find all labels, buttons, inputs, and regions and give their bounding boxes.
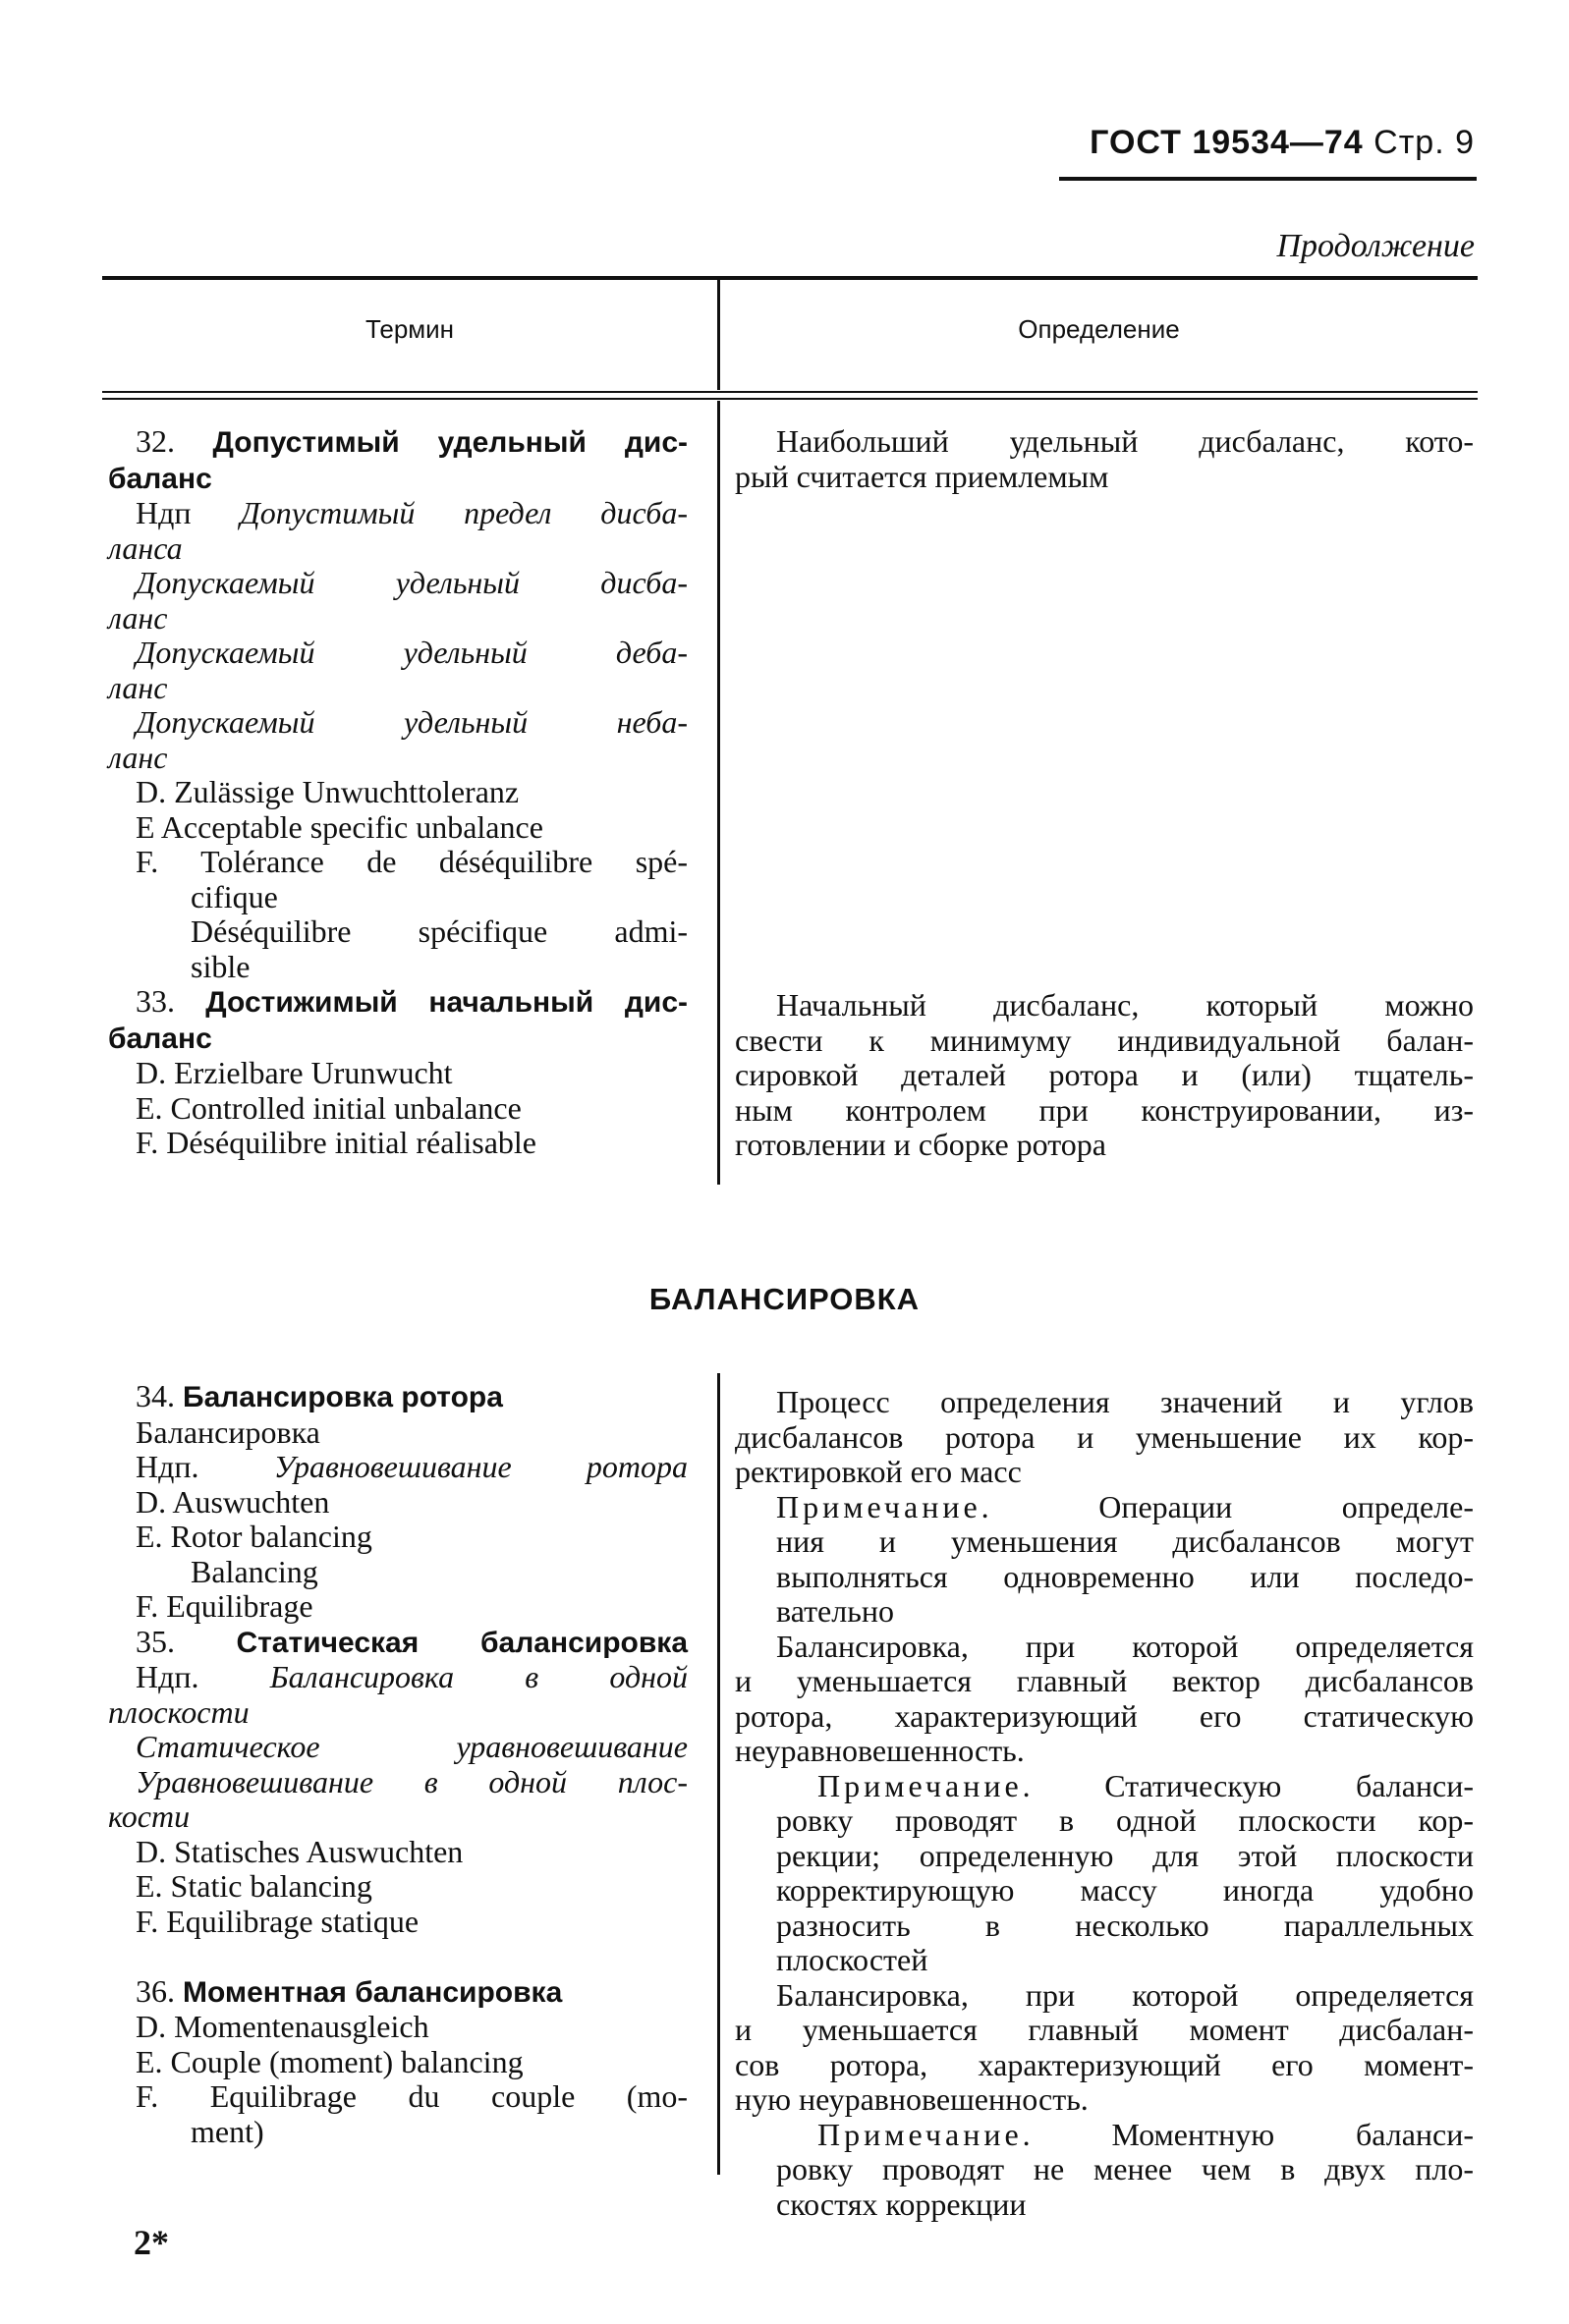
definition-line: сировкой деталей ротора и (или) тщатель- bbox=[735, 1057, 1474, 1092]
term-line: D. Zulässige Unwuchttoleranz bbox=[136, 774, 520, 809]
term-line: D. Auswuchten bbox=[136, 1483, 330, 1520]
column-header-term: Термин bbox=[364, 314, 455, 344]
table-top-rule bbox=[102, 276, 1478, 280]
column-divider-block1 bbox=[717, 401, 720, 1185]
definitions-block-2 bbox=[735, 1385, 1474, 2222]
term-35-title: Статическая балансировка bbox=[236, 1626, 689, 1659]
definition-line: рекции; определенную для этой плоскости bbox=[776, 1837, 1474, 1873]
term-32-title: Допустимый удельный дис- bbox=[212, 426, 689, 459]
definition-line: дисбалансов ротора и уменьшение их кор- bbox=[735, 1418, 1474, 1455]
term-line: кости bbox=[108, 1798, 191, 1834]
term-line: sible bbox=[191, 948, 251, 984]
term-line: Статическое уравновешивание bbox=[136, 1729, 688, 1764]
definition-line: разносить в несколько параллельных bbox=[776, 1907, 1474, 1943]
definition-line: ровку проводят в одной плоскости кор- bbox=[776, 1802, 1474, 1838]
terms-block-1 bbox=[108, 424, 688, 1161]
definition-line: ния и уменьшения дисбалансов могут bbox=[776, 1523, 1474, 1559]
definition-line: Наибольший удельный дисбаланс, кото- bbox=[776, 423, 1474, 459]
term-spacer bbox=[108, 1939, 688, 1974]
term-line bbox=[108, 1021, 688, 1057]
term-line bbox=[108, 461, 688, 497]
definition-line: скостях коррекции bbox=[776, 2186, 1027, 2222]
column-header-definition: Определение bbox=[1018, 314, 1180, 344]
terms-block-2 bbox=[108, 1379, 688, 2149]
term-line: 33. Достижимый начальный дис- bbox=[136, 983, 688, 1019]
term-line: D. Erzielbare Urunwucht bbox=[136, 1055, 453, 1090]
term-line: Ндп Допустимый предел дисба- bbox=[136, 495, 689, 530]
continuation-label: Продолжение bbox=[1276, 228, 1475, 264]
definition-line: неуравновешенность. bbox=[735, 1733, 1025, 1768]
term-line: Допускаемый удельный дисба- bbox=[136, 565, 688, 600]
term-line: Ндп. Уравновешивание ротора bbox=[136, 1449, 689, 1484]
term-line: Balancing bbox=[191, 1553, 318, 1589]
term-line: Уравновешивание в одной плос- bbox=[136, 1763, 688, 1799]
term-line: 36. Моментная балансировка bbox=[136, 1972, 563, 2009]
definition-line: ную неуравновешенность. bbox=[735, 2081, 1089, 2117]
column-divider-block2 bbox=[717, 1373, 720, 2175]
page-header bbox=[1090, 124, 1475, 162]
header-double-rule-bottom bbox=[102, 398, 1478, 400]
note-label: Примечание bbox=[817, 2116, 1023, 2152]
term-33-title: Достижимый начальный дис- bbox=[205, 986, 688, 1019]
term-line: 32. Допустимый удельный дис- bbox=[136, 423, 689, 459]
term-line: ment) bbox=[191, 2113, 264, 2149]
term-line: ланса bbox=[108, 529, 183, 566]
definition-line: ректировкой его масс bbox=[735, 1454, 1022, 1489]
definition-32 bbox=[735, 424, 1474, 494]
note-line: Примечание. Моментную баланси- bbox=[817, 2116, 1474, 2152]
term-32-title-cont: баланс bbox=[108, 462, 212, 495]
note-label: Примечание bbox=[817, 1767, 1023, 1803]
term-line: E. Couple (moment) balancing bbox=[136, 2043, 524, 2079]
section-title: БАЛАНСИРОВКА bbox=[648, 1282, 921, 1316]
definition-line: готовлении и сборке ротора bbox=[735, 1127, 1106, 1162]
definition-line: рый считается приемлемым bbox=[735, 458, 1109, 494]
term-line: ланс bbox=[108, 739, 168, 775]
term-line: плоскости bbox=[108, 1693, 250, 1730]
page-signature-mark: 2* bbox=[134, 2223, 169, 2262]
term-line: ланс bbox=[108, 669, 168, 705]
definition-line: Балансировка, при которой определяется bbox=[776, 1976, 1474, 2013]
term-line: D. Momentenausgleich bbox=[136, 2009, 429, 2044]
term-line: F. Tolérance de déséquilibre spé- bbox=[136, 844, 688, 879]
definition-line: ротора, характеризующий его статическую bbox=[735, 1697, 1474, 1734]
definition-line: корректирующую массу иногда удобно bbox=[776, 1872, 1474, 1908]
term-line: F. Equilibrage du couple (mo- bbox=[136, 2078, 688, 2114]
term-line: E. Static balancing bbox=[136, 1868, 372, 1904]
definition-line: и уменьшается главный момент дисбалан- bbox=[735, 2012, 1474, 2047]
term-line: F. Equilibrage bbox=[136, 1588, 313, 1624]
header-double-rule-top bbox=[102, 391, 1478, 393]
term-line: F. Déséquilibre initial réalisable bbox=[136, 1125, 536, 1160]
document-number: ГОСТ 19534—74 bbox=[1090, 124, 1364, 161]
term-line: Допускаемый удельный деба- bbox=[136, 635, 688, 670]
term-line: Допускаемый удельный неба- bbox=[136, 704, 688, 740]
term-36-title: Моментная балансировка bbox=[183, 1975, 563, 2009]
header-rule bbox=[1059, 177, 1477, 181]
note-line: Примечание. Статическую баланси- bbox=[817, 1767, 1474, 1803]
term-line: E. Rotor balancing bbox=[136, 1519, 372, 1554]
term-line: D. Statisches Auswuchten bbox=[136, 1833, 464, 1869]
term-34-title: Балансировка ротора bbox=[183, 1381, 503, 1413]
term-line: E Acceptable specific unbalance bbox=[136, 808, 543, 845]
term-line: E. Controlled initial unbalance bbox=[136, 1089, 522, 1126]
definition-line: выполняться одновременно или последо- bbox=[776, 1558, 1474, 1594]
note-line: Примечание. Операции определе- bbox=[776, 1488, 1474, 1524]
term-line: Déséquilibre spécifique admi- bbox=[191, 913, 688, 949]
term-33-title-cont: баланс bbox=[108, 1022, 212, 1055]
note-label: Примечание bbox=[776, 1488, 981, 1524]
term-line: 35. Статическая балансировка bbox=[136, 1623, 689, 1659]
term-line: Балансировка bbox=[136, 1413, 320, 1450]
definition-line: Начальный дисбаланс, который можно bbox=[776, 987, 1474, 1023]
definition-line: вательно bbox=[776, 1593, 894, 1629]
term-line: F. Equilibrage statique bbox=[136, 1903, 420, 1939]
term-line: 34. Балансировка ротора bbox=[136, 1378, 503, 1413]
definition-line: и уменьшается главный вектор дисбалансов bbox=[735, 1663, 1474, 1698]
term-line: Ндп. Балансировка в одной bbox=[136, 1659, 689, 1694]
definition-line: Балансировка, при которой определяется bbox=[776, 1628, 1474, 1664]
definition-line: ным контролем при конструировании, из- bbox=[735, 1091, 1474, 1128]
definition-line: ровку проводят не менее чем в двух пло- bbox=[776, 2151, 1474, 2186]
definition-line: плоскостей bbox=[776, 1942, 928, 1977]
definition-33 bbox=[735, 988, 1474, 1163]
term-line: cifique bbox=[191, 878, 278, 914]
definition-line: Процесс определения значений и углов bbox=[776, 1384, 1474, 1419]
page-number: Стр. 9 bbox=[1373, 124, 1475, 161]
term-line: ланс bbox=[108, 599, 168, 636]
definition-line: свести к минимуму индивидуальной балан- bbox=[735, 1022, 1474, 1058]
definition-line: сов ротора, характеризующий его момент- bbox=[735, 2046, 1474, 2082]
